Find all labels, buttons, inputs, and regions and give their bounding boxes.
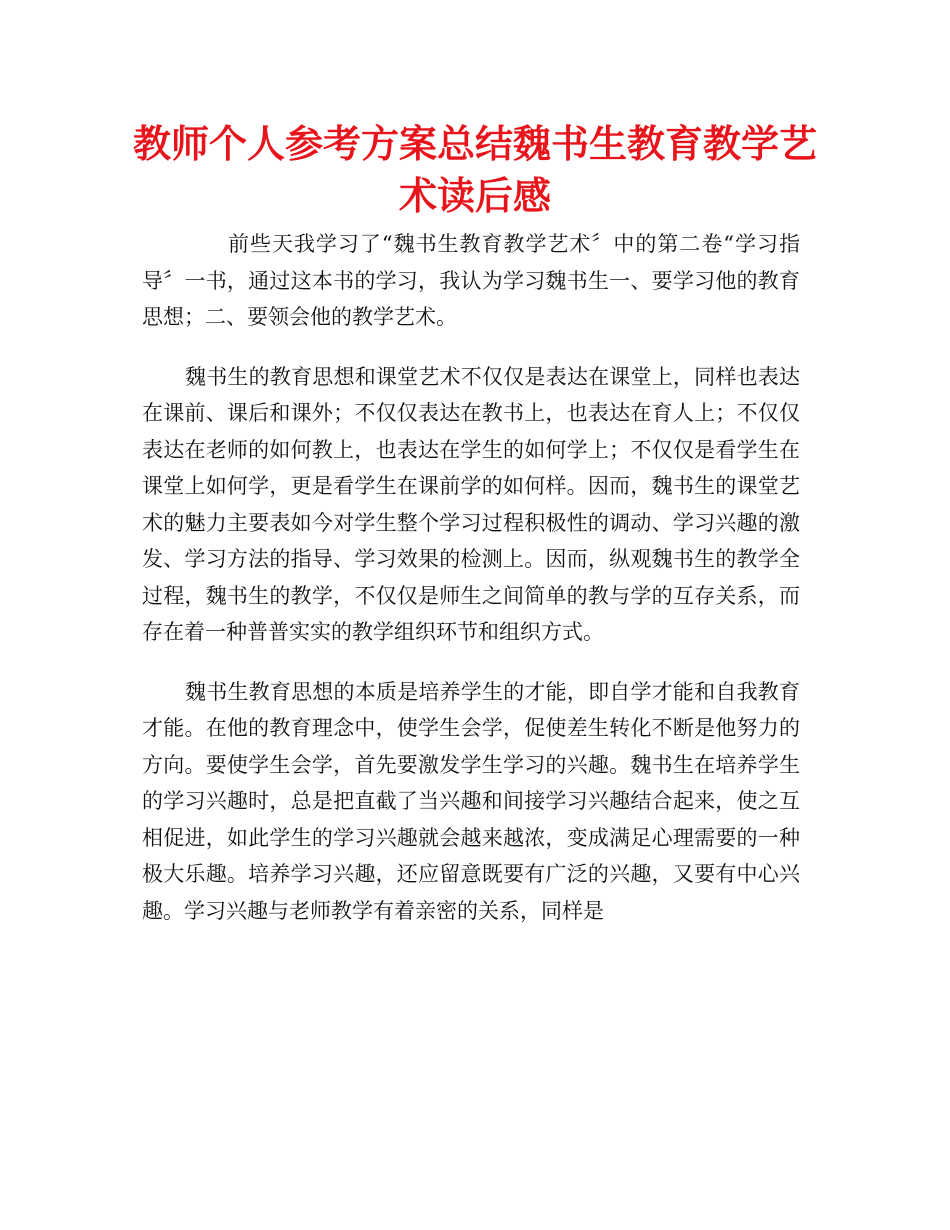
paragraph-2: 魏书生的教育思想和课堂艺术不仅仅是表达在课堂上，同样也表达在课前、课后和课外；不仅仅表达在教书上，也表达在育人上；不仅仅表达在老师的如何教上，也表达在学生的如何学上；不仅仅是看学生在课堂上如何学，更是看学生在课前学的如何样。因而，魏书生的课堂艺术的魅力主要表如今对学生整个学习过程积极性的调动、学习兴趣的激发、学习方法的指导、学习效果的检测上。因而，纵观魏书生的教学全过程，魏书生的教学，不仅仅是师生之间简单的教与学的互存关系，而存在着一种普普实实的教学组织环节和组织方式。 (142, 364, 800, 644)
paragraph-1: 前些天我学习了“魏书生教育教学艺术〞中的第二卷“学习指导〞一书，通过这本书的学习，我认为学习魏书生一、要学习他的教育思想；二、要领会他的教学艺术。 (142, 232, 800, 329)
document-body (142, 226, 800, 952)
paragraph-3: 魏书生教育思想的本质是培养学生的才能，即自学才能和自我教育才能。在他的教育理念中，使学生会学，促使差生转化不断是他努力的方向。要使学生会学，首先要激发学生学习的兴趣。魏书生在培养学生的学习兴趣时，总是把直截了当兴趣和间接学习兴趣结合起来，使之互相促进，如此学生的学习兴趣就会越来越浓，变成满足心理需要的一种极大乐趣。培养学习兴趣，还应留意既要有广泛的兴趣，又要有中心兴趣。学习兴趣与老师教学有着亲密的关系，同样是 (142, 679, 800, 923)
document-title: 教师个人参考方案总结魏书生教育教学艺术读后感 (132, 122, 817, 218)
